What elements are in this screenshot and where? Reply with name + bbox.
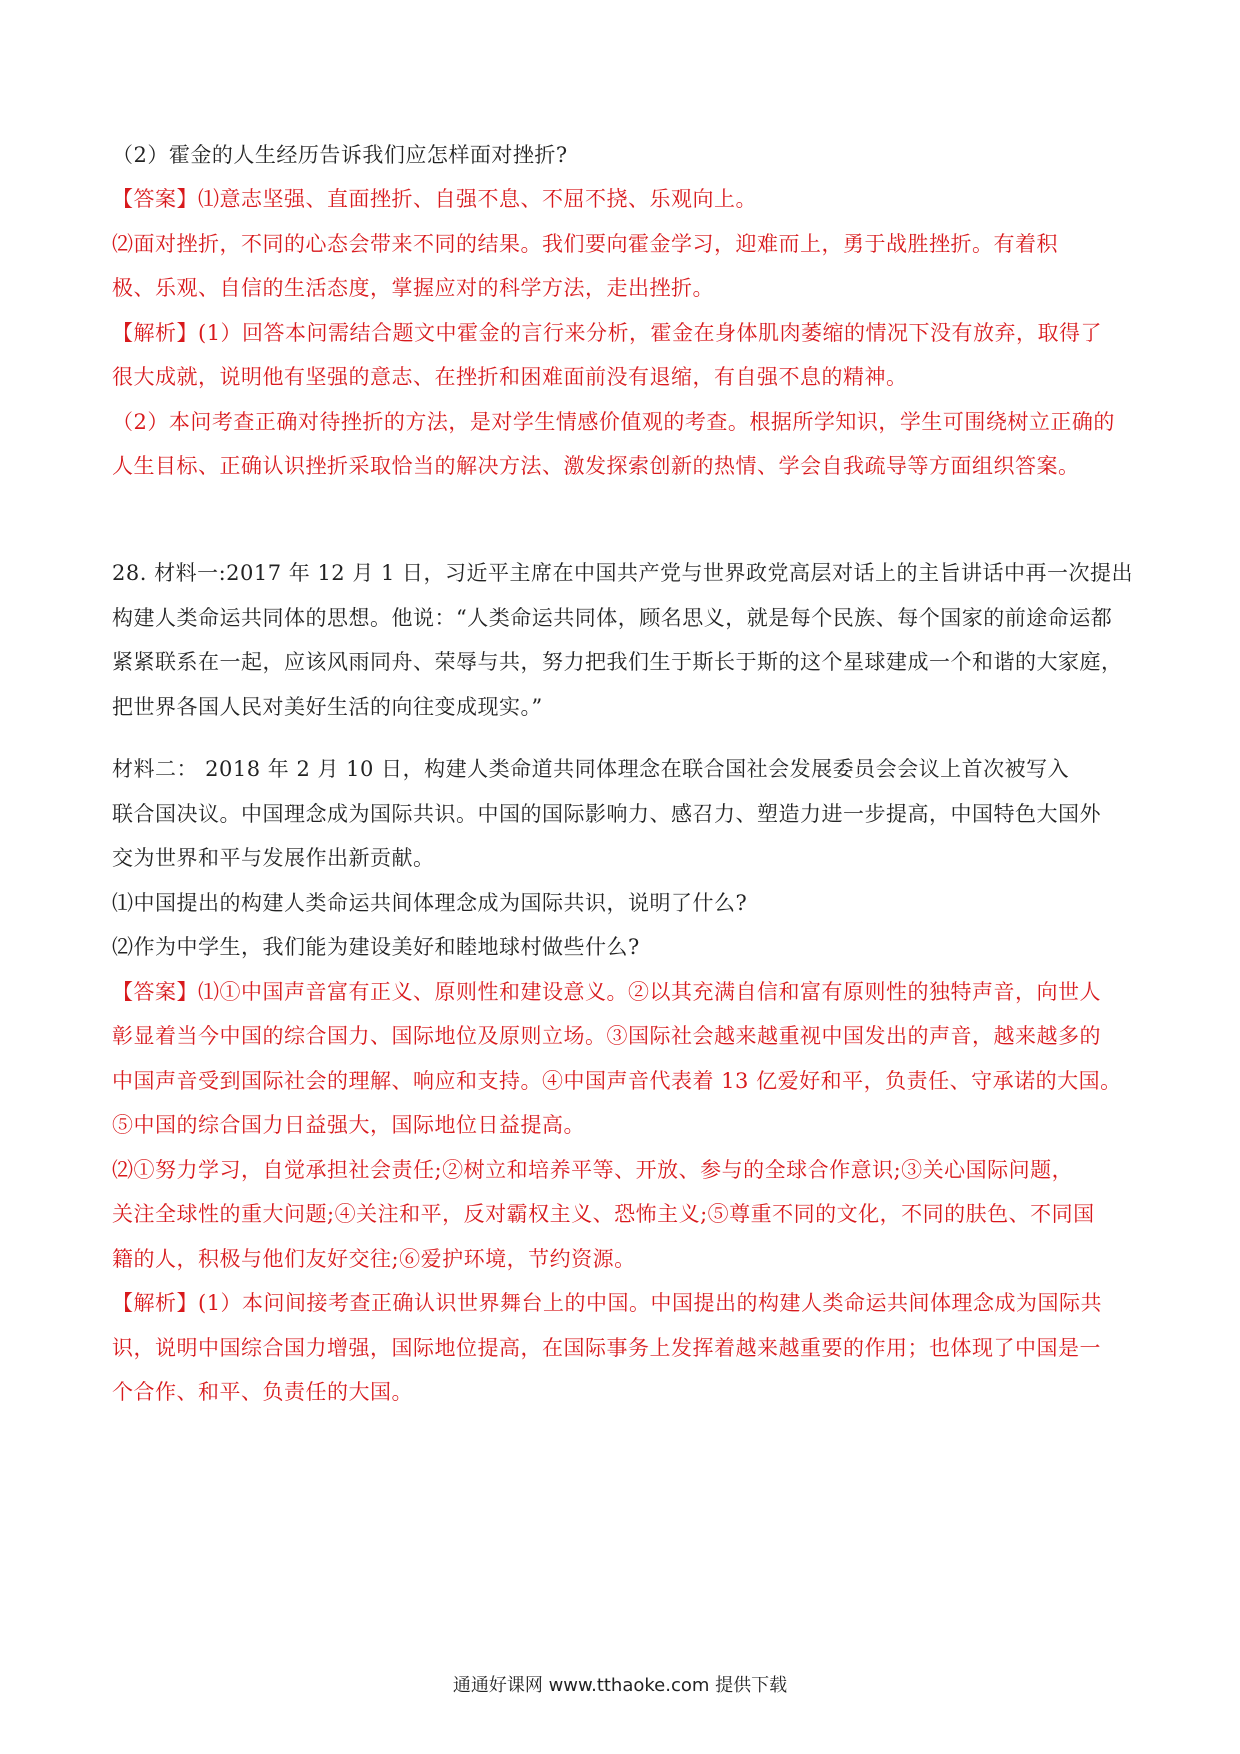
analysis-line: 【解析】(1）回答本问需结合题文中霍金的言行来分析，霍金在身体肌肉萎缩的情况下没有放弃，取得了	[112, 321, 1103, 345]
analysis-line: 很大成就，说明他有坚强的意志、在挫折和困难面前没有退缩，有自强不息的精神。	[112, 365, 908, 389]
answer-line: ⑵①努力学习，自觉承担社会责任;②树立和培养平等、开放、参与的全球合作意识;③关心国际问题，	[112, 1158, 1074, 1182]
answer-line: 关注全球性的重大问题;④关注和平，反对霸权主义、恐怖主义;⑤尊重不同的文化，不同的肤色、不同国	[112, 1202, 1095, 1226]
analysis-line: （2）本问考查正确对待挫折的方法，是对学生情感价值观的考查。根据所学知识，学生可围绕树立正确的	[112, 410, 1115, 434]
answer-line: 【答案】⑴①中国声音富有正义、原则性和建设意义。②以其充满自信和富有原则性的独特声音，向世人	[112, 980, 1101, 1004]
material-line: 构建人类命运共同体的思想。他说：“人类命运共同体，顾名思义，就是每个民族、每个国家的前途命运都	[112, 606, 1113, 630]
material-2-line: 材料二： 2018 年 2 月 10 日，构建人类命道共同体理念在联合国社会发展委员会会议上首次被写入	[112, 757, 1070, 781]
answer-line: 极、乐观、自信的生活态度，掌握应对的科学方法，走出挫折。	[112, 276, 714, 300]
question-28-material-1: 28. 材料一:2017 年 12 月 1 日，习近平主席在中国共产党与世界政党高层对话上的主旨讲话中再一次提出	[112, 561, 1134, 585]
analysis-line: 识，说明中国综合国力增强，国际地位提高，在国际事务上发挥着越来越重要的作用；也体现了中国是一	[112, 1336, 1101, 1360]
answer-line: 中国声音受到国际社会的理解、响应和支持。④中国声音代表着 13 亿爱好和平，负责任、守承诺的大国。	[112, 1069, 1122, 1093]
page-footer: 通通好课网 www.tthaoke.com 提供下载	[452, 1675, 788, 1696]
analysis-line: 个合作、和平、负责任的大国。	[112, 1380, 413, 1404]
material-line: 联合国决议。中国理念成为国际共识。中国的国际影响力、感召力、塑造力进一步提高，中国特色大国外	[112, 802, 1101, 826]
answer-line: 【答案】⑴意志坚强、直面挫折、自强不息、不屈不挠、乐观向上。	[112, 187, 757, 211]
answer-line: ⑤中国的综合国力日益强大，国际地位日益提高。	[112, 1113, 585, 1137]
answer-line: 彰显着当今中国的综合国力、国际地位及原则立场。③国际社会越来越重视中国发出的声音，越来越多的	[112, 1024, 1101, 1048]
analysis-line: 【解析】(1）本问间接考查正确认识世界舞台上的中国。中国提出的构建人类命运共间体理念成为国际共	[112, 1291, 1103, 1315]
sub-question-2: ⑵作为中学生，我们能为建设美好和睦地球村做些什么?	[112, 935, 640, 959]
material-line: 紧紧联系在一起，应该风雨同舟、荣辱与共，努力把我们生于斯长于斯的这个星球建成一个和谐的大家庭，	[112, 650, 1123, 674]
question-2-prompt: （2）霍金的人生经历告诉我们应怎样面对挫折?	[112, 143, 568, 167]
answer-line: ⑵面对挫折，不同的心态会带来不同的结果。我们要向霍金学习，迎难而上，勇于战胜挫折。有着积	[112, 232, 1058, 256]
answer-line: 籍的人，积极与他们友好交往;⑥爱护环境，节约资源。	[112, 1247, 636, 1271]
analysis-line: 人生目标、正确认识挫折采取恰当的解决方法、激发探索创新的热情、学会自我疏导等方面组织答案。	[112, 454, 1080, 478]
material-line: 交为世界和平与发展作出新贡献。	[112, 846, 435, 870]
material-line: 把世界各国人民对美好生活的向往变成现实。”	[112, 695, 543, 719]
sub-question-1: ⑴中国提出的构建人类命运共间体理念成为国际共识，说明了什么?	[112, 891, 748, 915]
